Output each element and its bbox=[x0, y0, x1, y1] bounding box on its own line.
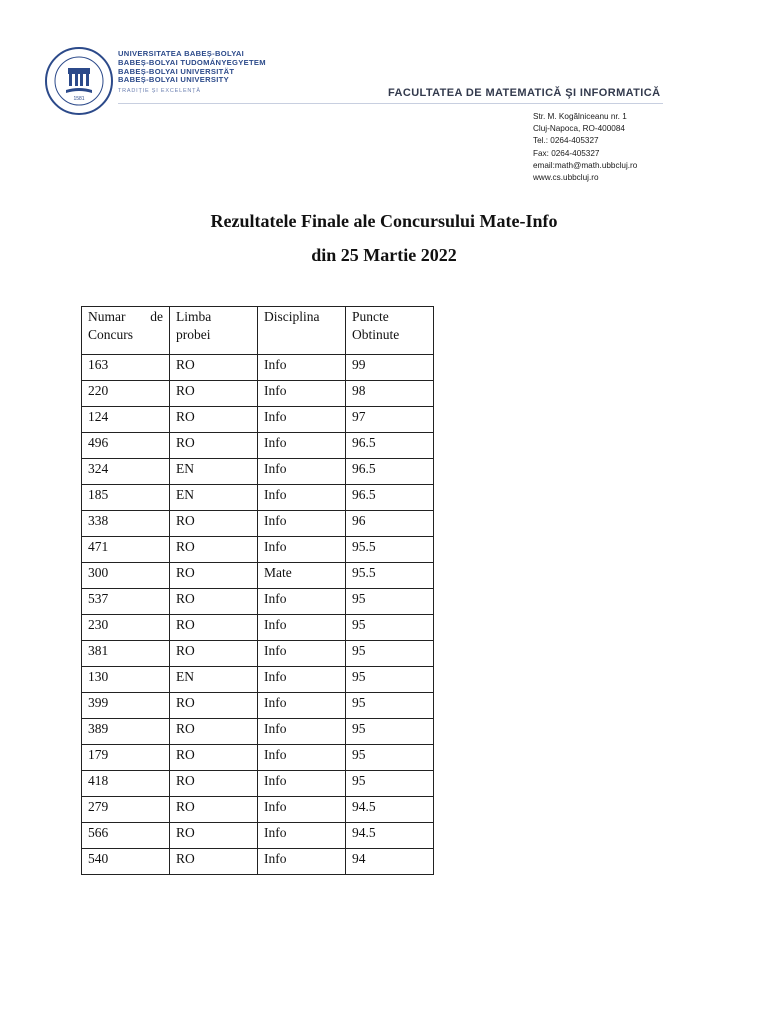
cell-discipline: Info bbox=[258, 771, 346, 797]
cell-language: EN bbox=[170, 485, 258, 511]
cell-points: 95 bbox=[346, 641, 434, 667]
university-name-en: BABEȘ-BOLYAI UNIVERSITY bbox=[118, 75, 229, 85]
cell-language: RO bbox=[170, 771, 258, 797]
cell-discipline: Info bbox=[258, 381, 346, 407]
cell-discipline: Info bbox=[258, 849, 346, 875]
cell-discipline: Info bbox=[258, 797, 346, 823]
university-tagline: TRADIȚIE ȘI EXCELENȚĂ bbox=[118, 88, 201, 95]
table-row bbox=[82, 615, 434, 641]
table-row bbox=[82, 797, 434, 823]
cell-discipline: Info bbox=[258, 719, 346, 745]
cell-language: RO bbox=[170, 823, 258, 849]
university-seal-logo bbox=[44, 46, 114, 116]
cell-number: 566 bbox=[82, 823, 170, 849]
address-fax: Fax: 0264-405327 bbox=[533, 148, 600, 158]
cell-number: 185 bbox=[82, 485, 170, 511]
table-row bbox=[82, 433, 434, 459]
cell-number: 220 bbox=[82, 381, 170, 407]
cell-discipline: Info bbox=[258, 407, 346, 433]
cell-number: 130 bbox=[82, 667, 170, 693]
table-row bbox=[82, 745, 434, 771]
cell-discipline: Info bbox=[258, 823, 346, 849]
cell-discipline: Info bbox=[258, 537, 346, 563]
cell-discipline: Info bbox=[258, 511, 346, 537]
seal-year: 1581 bbox=[73, 96, 85, 102]
cell-discipline: Info bbox=[258, 485, 346, 511]
cell-number: 338 bbox=[82, 511, 170, 537]
cell-number: 496 bbox=[82, 433, 170, 459]
table-row bbox=[82, 693, 434, 719]
faculty-name: FACULTATEA DE MATEMATICĂ ŞI INFORMATICĂ bbox=[388, 87, 661, 99]
address-phone: Tel.: 0264-405327 bbox=[533, 136, 599, 146]
cell-language: RO bbox=[170, 615, 258, 641]
cell-language: RO bbox=[170, 563, 258, 589]
cell-points: 96.5 bbox=[346, 485, 434, 511]
cell-discipline: Info bbox=[258, 459, 346, 485]
cell-language: RO bbox=[170, 719, 258, 745]
cell-points: 95 bbox=[346, 771, 434, 797]
address-street: Str. M. Kogălniceanu nr. 1 bbox=[533, 112, 627, 121]
column-header-language: Limba probei bbox=[170, 307, 258, 355]
cell-number: 537 bbox=[82, 589, 170, 615]
table-row bbox=[82, 381, 434, 407]
cell-language: RO bbox=[170, 407, 258, 433]
cell-number: 179 bbox=[82, 745, 170, 771]
cell-number: 279 bbox=[82, 797, 170, 823]
table-row bbox=[82, 537, 434, 563]
university-name-hu: BABEȘ-BOLYAI TUDOMÁNYEGYETEM bbox=[118, 57, 266, 67]
table-row bbox=[82, 823, 434, 849]
cell-points: 94.5 bbox=[346, 823, 434, 849]
cell-language: EN bbox=[170, 459, 258, 485]
table-row bbox=[82, 485, 434, 511]
header-divider bbox=[118, 103, 663, 104]
table-row bbox=[82, 771, 434, 797]
column-header-number: Numar de Concurs bbox=[82, 307, 170, 355]
cell-language: RO bbox=[170, 641, 258, 667]
cell-points: 96 bbox=[346, 511, 434, 537]
cell-points: 95 bbox=[346, 615, 434, 641]
address-city: Cluj-Napoca, RO-400084 bbox=[533, 124, 625, 134]
cell-language: RO bbox=[170, 693, 258, 719]
cell-points: 97 bbox=[346, 407, 434, 433]
cell-language: RO bbox=[170, 433, 258, 459]
table-row bbox=[82, 589, 434, 615]
table-row bbox=[82, 459, 434, 485]
cell-points: 99 bbox=[346, 355, 434, 381]
cell-language: RO bbox=[170, 537, 258, 563]
cell-points: 95 bbox=[346, 745, 434, 771]
cell-points: 94 bbox=[346, 849, 434, 875]
cell-number: 418 bbox=[82, 771, 170, 797]
document-subtitle: din 25 Martie 2022 bbox=[311, 245, 457, 265]
cell-discipline: Info bbox=[258, 641, 346, 667]
cell-language: EN bbox=[170, 667, 258, 693]
cell-points: 95 bbox=[346, 719, 434, 745]
table-row bbox=[82, 511, 434, 537]
cell-number: 540 bbox=[82, 849, 170, 875]
cell-points: 94.5 bbox=[346, 797, 434, 823]
cell-number: 124 bbox=[82, 407, 170, 433]
university-name-de: BABEȘ-BOLYAI UNIVERSITÄT bbox=[118, 66, 235, 76]
faculty-address bbox=[533, 111, 637, 184]
cell-discipline: Info bbox=[258, 693, 346, 719]
cell-language: RO bbox=[170, 511, 258, 537]
results-table bbox=[81, 306, 434, 875]
cell-language: RO bbox=[170, 849, 258, 875]
cell-language: RO bbox=[170, 381, 258, 407]
table-row bbox=[82, 849, 434, 875]
cell-number: 230 bbox=[82, 615, 170, 641]
table-row bbox=[82, 641, 434, 667]
cell-language: RO bbox=[170, 589, 258, 615]
university-name-ro: UNIVERSITATEA BABEȘ-BOLYAI bbox=[118, 49, 245, 58]
cell-discipline: Info bbox=[258, 745, 346, 771]
table-header-row bbox=[82, 307, 434, 355]
cell-points: 95.5 bbox=[346, 563, 434, 589]
cell-number: 471 bbox=[82, 537, 170, 563]
cell-points: 95.5 bbox=[346, 537, 434, 563]
cell-discipline: Info bbox=[258, 433, 346, 459]
column-header-discipline: Disciplina bbox=[258, 307, 346, 355]
cell-points: 96.5 bbox=[346, 459, 434, 485]
table-row bbox=[82, 719, 434, 745]
cell-number: 399 bbox=[82, 693, 170, 719]
cell-number: 389 bbox=[82, 719, 170, 745]
cell-number: 163 bbox=[82, 355, 170, 381]
column-header-points: Puncte Obtinute bbox=[346, 307, 434, 355]
cell-language: RO bbox=[170, 355, 258, 381]
cell-language: RO bbox=[170, 797, 258, 823]
table-row bbox=[82, 355, 434, 381]
cell-points: 95 bbox=[346, 589, 434, 615]
cell-points: 96.5 bbox=[346, 433, 434, 459]
cell-number: 300 bbox=[82, 563, 170, 589]
cell-number: 324 bbox=[82, 459, 170, 485]
table-row bbox=[82, 667, 434, 693]
university-names bbox=[118, 50, 266, 96]
table-row bbox=[82, 563, 434, 589]
cell-points: 95 bbox=[346, 667, 434, 693]
cell-discipline: Info bbox=[258, 667, 346, 693]
table-row bbox=[82, 407, 434, 433]
cell-discipline: Info bbox=[258, 355, 346, 381]
cell-discipline: Mate bbox=[258, 563, 346, 589]
document-title: Rezultatele Finale ale Concursului Mate-Info bbox=[210, 211, 558, 231]
cell-discipline: Info bbox=[258, 589, 346, 615]
cell-discipline: Info bbox=[258, 615, 346, 641]
cell-points: 98 bbox=[346, 381, 434, 407]
address-email: email:math@math.ubbcluj.ro bbox=[533, 160, 638, 170]
address-website: www.cs.ubbcluj.ro bbox=[533, 173, 599, 183]
cell-points: 95 bbox=[346, 693, 434, 719]
cell-number: 381 bbox=[82, 641, 170, 667]
cell-language: RO bbox=[170, 745, 258, 771]
